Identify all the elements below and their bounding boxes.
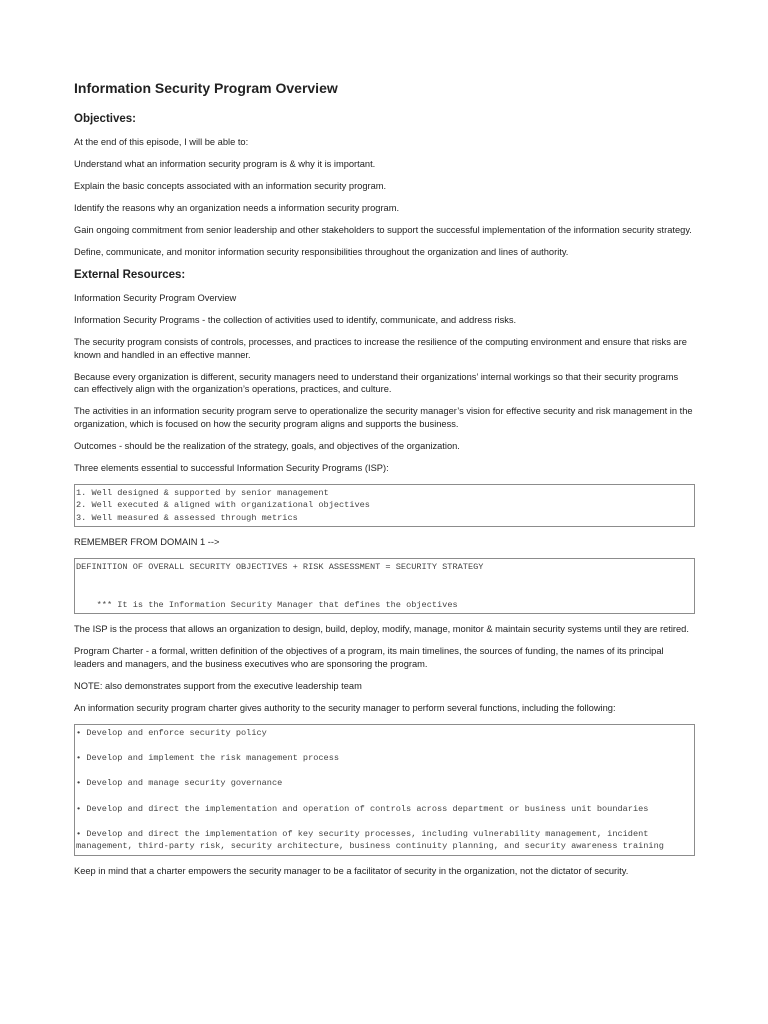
- paragraph: Because every organization is different, security managers need to understand their organizations’ internal workings so that their security programs can effectively align with the organization’s operations, practices, and culture.: [74, 371, 679, 394]
- objective-item: Explain the basic concepts associated with an information security program.: [74, 181, 387, 191]
- charter-functions-box: [74, 724, 695, 856]
- domain-box-line: DEFINITION OF OVERALL SECURITY OBJECTIVES + RISK ASSESSMENT = SECURITY STRATEGY: [76, 562, 484, 573]
- paragraph: Program Charter - a formal, written definition of the objectives of a program, its main timelines, the sources of funding, the names of its principal leaders and managers, and the business executives who are sponsoring the program.: [74, 646, 664, 669]
- charter-function: • Develop and implement the risk management process: [76, 753, 340, 764]
- isp-element: 2. Well executed & aligned with organizational objectives: [76, 500, 370, 511]
- charter-function: • Develop and direct the implementation of key security processes, including vulnerability management, incident management, third-party risk, security architecture, business continuity planning, and security awareness training: [76, 828, 664, 852]
- isp-element: 1. Well designed & supported by senior management: [76, 487, 329, 498]
- paragraph: The activities in an information security program serve to operationalize the security manager’s vision for effective security and risk management in the organization, which is focused on how the security program aligns and supports the business.: [74, 406, 693, 429]
- paragraph: The ISP is the process that allows an organization to design, build, deploy, modify, manage, monitor & maintain security systems until they are retired.: [74, 624, 689, 635]
- isp-elements-box: [74, 484, 695, 528]
- paragraph: REMEMBER FROM DOMAIN 1 -->: [74, 537, 220, 548]
- paragraph: An information security program charter gives authority to the security manager to perform several functions, including the following:: [74, 702, 616, 713]
- objective-item: Understand what an information security program is & why it is important.: [74, 159, 376, 169]
- objective-item: Gain ongoing commitment from senior leadership and other stakeholders to support the successful implementation of the information security strategy.: [74, 225, 692, 235]
- paragraph: NOTE: also demonstrates support from the executive leadership team: [74, 680, 362, 691]
- charter-function: • Develop and manage security governance: [76, 778, 283, 789]
- paragraph: Outcomes - should be the realization of the strategy, goals, and objectives of the organization.: [74, 440, 460, 451]
- paragraph: The security program consists of controls, processes, and practices to increase the resilience of the computing environment and ensure that risks are known and handled in an effective manner.: [74, 337, 687, 360]
- resources-heading: External Resources:: [74, 269, 186, 281]
- charter-function: • Develop and direct the implementation and operation of controls across department or business unit boundaries: [76, 803, 649, 814]
- objective-item: Define, communicate, and monitor information security responsibilities throughout the organization and lines of authority.: [74, 247, 569, 257]
- paragraph: Three elements essential to successful Information Security Programs (ISP):: [74, 462, 389, 473]
- objectives-intro: At the end of this episode, I will be able to:: [74, 137, 249, 147]
- domain-box: [74, 558, 695, 614]
- isp-element: 3. Well measured & assessed through metrics: [76, 512, 298, 523]
- objectives-heading: Objectives:: [74, 113, 136, 125]
- domain-box-line: *** It is the Information Security Manager that defines the objectives: [76, 599, 458, 610]
- paragraph: Information Security Programs - the collection of activities used to identify, communicate, and address risks.: [74, 315, 517, 325]
- page-title: Information Security Program Overview: [74, 80, 338, 96]
- charter-function: • Develop and enforce security policy: [76, 727, 267, 738]
- objective-item: Identify the reasons why an organization needs a information security program.: [74, 203, 400, 213]
- paragraph: Information Security Program Overview: [74, 293, 237, 303]
- paragraph: Keep in mind that a charter empowers the security manager to be a facilitator of security in the organization, not the dictator of security.: [74, 865, 629, 876]
